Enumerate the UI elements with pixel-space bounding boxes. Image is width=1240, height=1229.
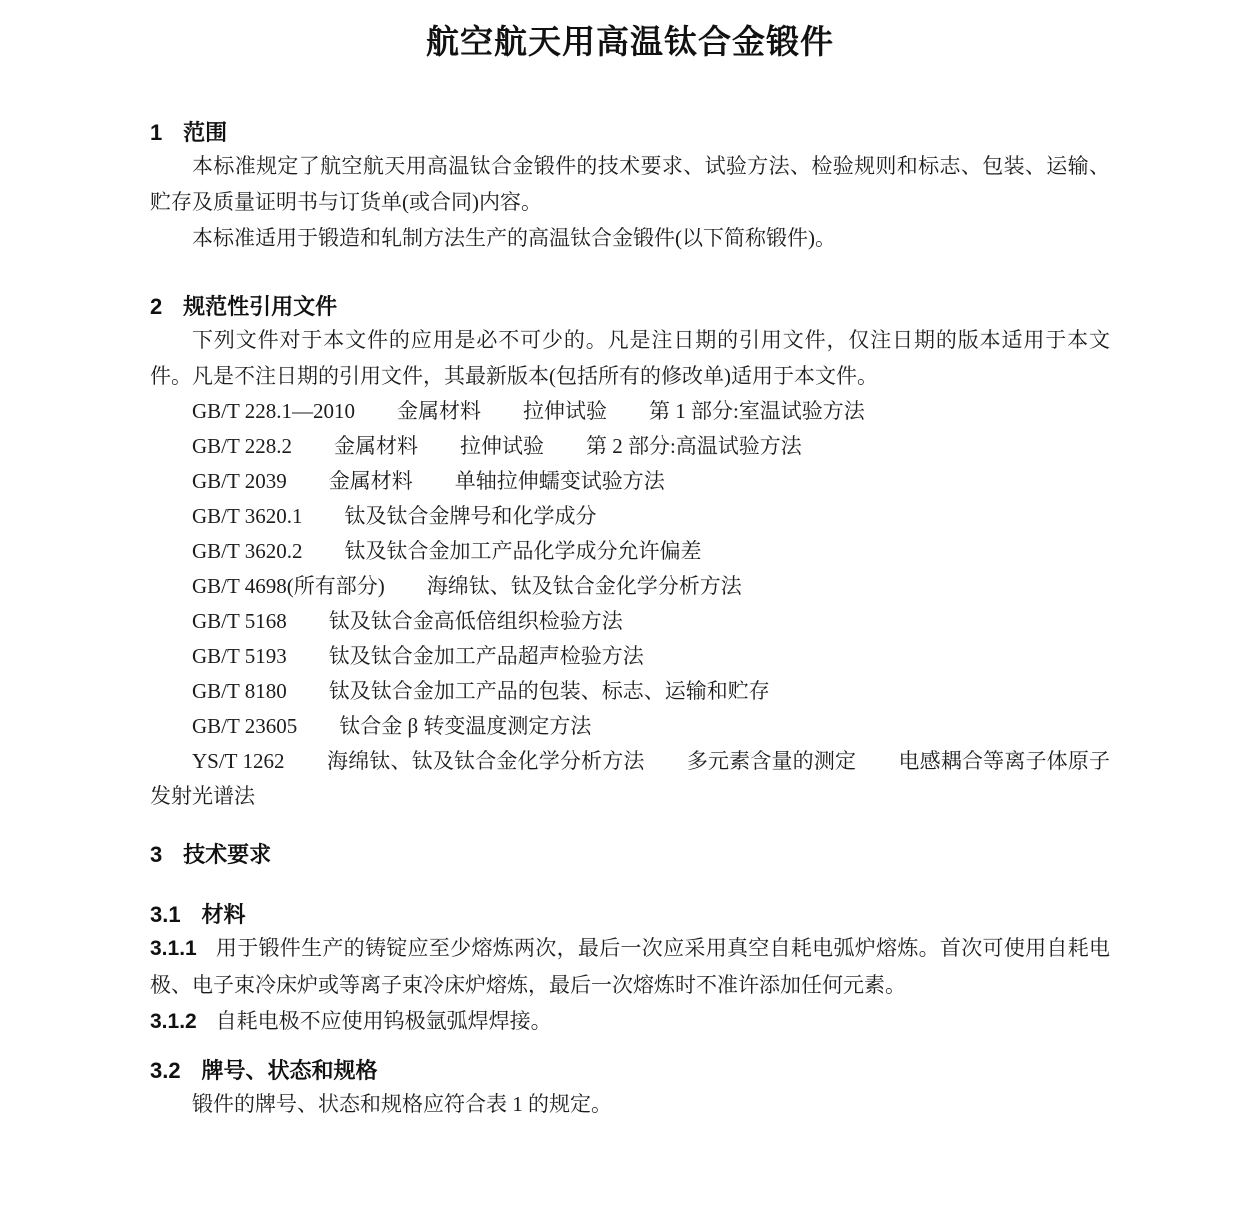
section-3-label: 技术要求 (183, 842, 272, 867)
section-3-1-number: 3.1 (150, 902, 181, 927)
section-2-number: 2 (150, 294, 163, 319)
clause-3-1-2 (150, 1003, 1110, 1040)
reference-item: GB/T 4698(所有部分) 海绵钛、钛及钛合金化学分析方法 (192, 574, 742, 598)
reference-item: GB/T 23605 钛合金 β 转变温度测定方法 (192, 714, 592, 738)
reference-item: GB/T 5168 钛及钛合金高低倍组织检验方法 (192, 609, 623, 633)
reference-item: GB/T 3620.2 钛及钛合金加工产品化学成分允许偏差 (192, 539, 702, 563)
reference-item: GB/T 2039 金属材料 单轴拉伸蠕变试验方法 (192, 469, 665, 493)
reference-item: GB/T 8180 钛及钛合金加工产品的包装、标志、运输和贮存 (192, 679, 770, 703)
section-3-2-number: 3.2 (150, 1058, 181, 1083)
clause-3-1-1 (150, 930, 1110, 1003)
scope-paragraph-1: 本标准规定了航空航天用高温钛合金锻件的技术要求、试验方法、检验规则和标志、包装、运输、贮存及质量证明书与订货单(或合同)内容。 (150, 154, 1110, 214)
clause-3-1-1-text: 用于锻件生产的铸锭应至少熔炼两次，最后一次应采用真空自耗电弧炉熔炼。首次可使用自耗电极、电子束冷床炉或等离子束冷床炉熔炼，最后一次熔炼时不准许添加任何元素。 (150, 936, 1110, 997)
section-3-heading (150, 840, 1110, 870)
reference-item: GB/T 5193 钛及钛合金加工产品超声检验方法 (192, 644, 644, 668)
grade-state-spec-paragraph: 锻件的牌号、状态和规格应符合表 1 的规定。 (192, 1092, 612, 1116)
section-3-1-label: 材料 (201, 902, 246, 927)
clause-3-1-1-number: 3.1.1 (150, 937, 197, 960)
document-title: 航空航天用高温钛合金锻件 (426, 23, 834, 60)
section-3-number: 3 (150, 842, 163, 867)
section-3-2-label: 牌号、状态和规格 (201, 1058, 378, 1083)
scope-paragraph-2: 本标准适用于锻造和轧制方法生产的高温钛合金锻件(以下简称锻件)。 (192, 226, 836, 250)
section-3-1-heading (150, 900, 1110, 930)
reference-item: GB/T 228.2 金属材料 拉伸试验 第 2 部分:高温试验方法 (192, 434, 802, 458)
reference-item: GB/T 228.1—2010 金属材料 拉伸试验 第 1 部分:室温试验方法 (192, 399, 865, 423)
section-3-2-heading (150, 1056, 1110, 1086)
section-2-label: 规范性引用文件 (183, 294, 338, 319)
clause-3-1-2-number: 3.1.2 (150, 1010, 197, 1033)
section-2-heading (150, 292, 1110, 322)
section-1-heading (150, 118, 1110, 148)
reference-item: GB/T 3620.1 钛及钛合金牌号和化学成分 (192, 504, 597, 528)
section-1-number: 1 (150, 120, 163, 145)
normative-references-list (150, 394, 1110, 814)
clause-3-1-2-text: 自耗电极不应使用钨极氩弧焊焊接。 (215, 1009, 552, 1033)
reference-item: YS/T 1262 海绵钛、钛及钛合金化学分析方法 多元素含量的测定 电感耦合等离子体原子发射光谱法 (150, 749, 1110, 808)
section-1-label: 范围 (183, 120, 228, 145)
references-intro-paragraph: 下列文件对于本文件的应用是必不可少的。凡是注日期的引用文件，仅注日期的版本适用于本文件。凡是不注日期的引用文件，其最新版本(包括所有的修改单)适用于本文件。 (150, 328, 1110, 388)
